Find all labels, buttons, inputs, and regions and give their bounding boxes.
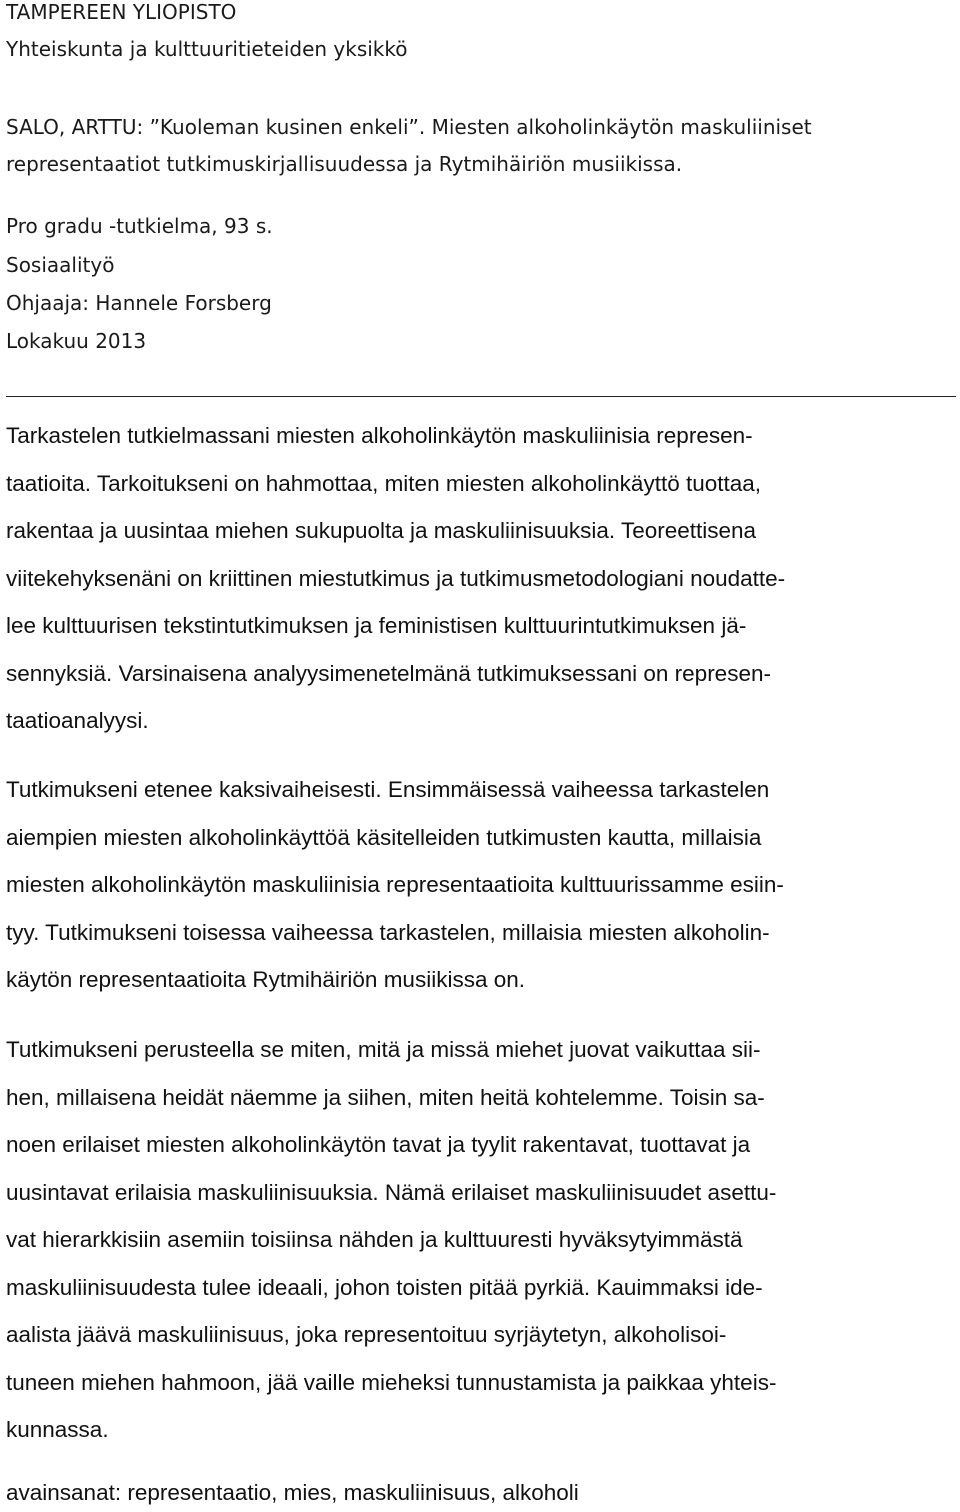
- text-line: kunnassa.: [6, 1417, 109, 1442]
- header-divider: [6, 396, 956, 397]
- subject: Sosiaalityö: [6, 253, 115, 277]
- unit-name: Yhteiskunta ja kulttuuritieteiden yksikkö: [6, 37, 408, 61]
- text-line: taatioita. Tarkoitukseni on hahmottaa, miten miesten alkoholinkäyttö tuottaa,: [6, 470, 762, 496]
- abstract-paragraph-2: [6, 766, 952, 1004]
- keywords: avainsanat: representaatio, mies, maskuliinisuus, alkoholi: [6, 1480, 579, 1505]
- thesis-title-line-2: representaatiot tutkimuskirjallisuudessa ja Rytmihäiriön musiikissa.: [6, 152, 683, 176]
- text-line: tuneen miehen hahmoon, jää vaille mieheksi tunnustamista ja paikkaa yhteis-: [6, 1369, 777, 1395]
- text-line: maskuliinisuudesta tulee ideaali, johon toisten pitää pyrkiä. Kauimmaksi ide-: [6, 1274, 763, 1300]
- text-line: vat hierarkkisiin asemiin toisiinsa nähden ja kulttuuresti hyväksytyimmästä: [6, 1227, 743, 1252]
- text-line: viitekehyksenäni on kriittinen miestutkimus ja tutkimusmetodologiani noudatte-: [6, 565, 786, 591]
- university-name: TAMPEREEN YLIOPISTO: [6, 0, 237, 24]
- abstract-paragraph-3: [6, 1026, 952, 1454]
- text-line: uusintavat erilaisia maskuliinisuuksia. Nämä erilaiset maskuliinisuudet asettu-: [6, 1179, 777, 1205]
- text-line: hen, millaisena heidät näemme ja siihen, miten heitä kohtelemme. Toisin sa-: [6, 1084, 765, 1110]
- text-line: Tarkastelen tutkielmassani miesten alkoholinkäytön maskuliinisia represen-: [6, 423, 753, 448]
- text-line: miesten alkoholinkäytön maskuliinisia representaatioita kulttuurissamme esiin-: [6, 872, 784, 897]
- text-line: rakentaa ja uusintaa miehen sukupuolta ja maskuliinisuuksia. Teoreettisena: [6, 518, 757, 543]
- text-line: aalista jäävä maskuliinisuus, joka representoituu syrjäytetyn, alkoholisoi-: [6, 1322, 727, 1347]
- thesis-title-line-1: SALO, ARTTU: ”Kuoleman kusinen enkeli”. Miesten alkoholinkäytön maskuliiniset: [6, 115, 812, 139]
- text-line: aiempien miesten alkoholinkäyttöä käsitelleiden tutkimusten kautta, millaisia: [6, 824, 762, 850]
- thesis-type: Pro gradu -tutkielma, 93 s.: [6, 214, 273, 238]
- text-line: Tutkimukseni perusteella se miten, mitä ja missä miehet juovat vaikuttaa sii-: [6, 1037, 761, 1062]
- text-line: käytön representaatioita Rytmihäiriön musiikissa on.: [6, 967, 525, 992]
- abstract-paragraph-1: [6, 412, 952, 745]
- date: Lokakuu 2013: [6, 329, 147, 353]
- text-line: taatioanalyysi.: [6, 708, 149, 733]
- text-line: noen erilaiset miesten alkoholinkäytön tavat ja tyylit rakentavat, tuottavat ja: [6, 1132, 751, 1157]
- text-line: tyy. Tutkimukseni toisessa vaiheessa tarkastelen, millaisia miesten alkoholin-: [6, 919, 770, 945]
- text-line: Tutkimukseni etenee kaksivaiheisesti. Ensimmäisessä vaiheessa tarkastelen: [6, 777, 770, 802]
- text-line: lee kulttuurisen tekstintutkimuksen ja feministisen kulttuurintutkimuksen jä-: [6, 613, 747, 638]
- text-line: sennyksiä. Varsinaisena analyysimenetelmänä tutkimuksessani on represen-: [6, 660, 771, 686]
- supervisor: Ohjaaja: Hannele Forsberg: [6, 291, 272, 315]
